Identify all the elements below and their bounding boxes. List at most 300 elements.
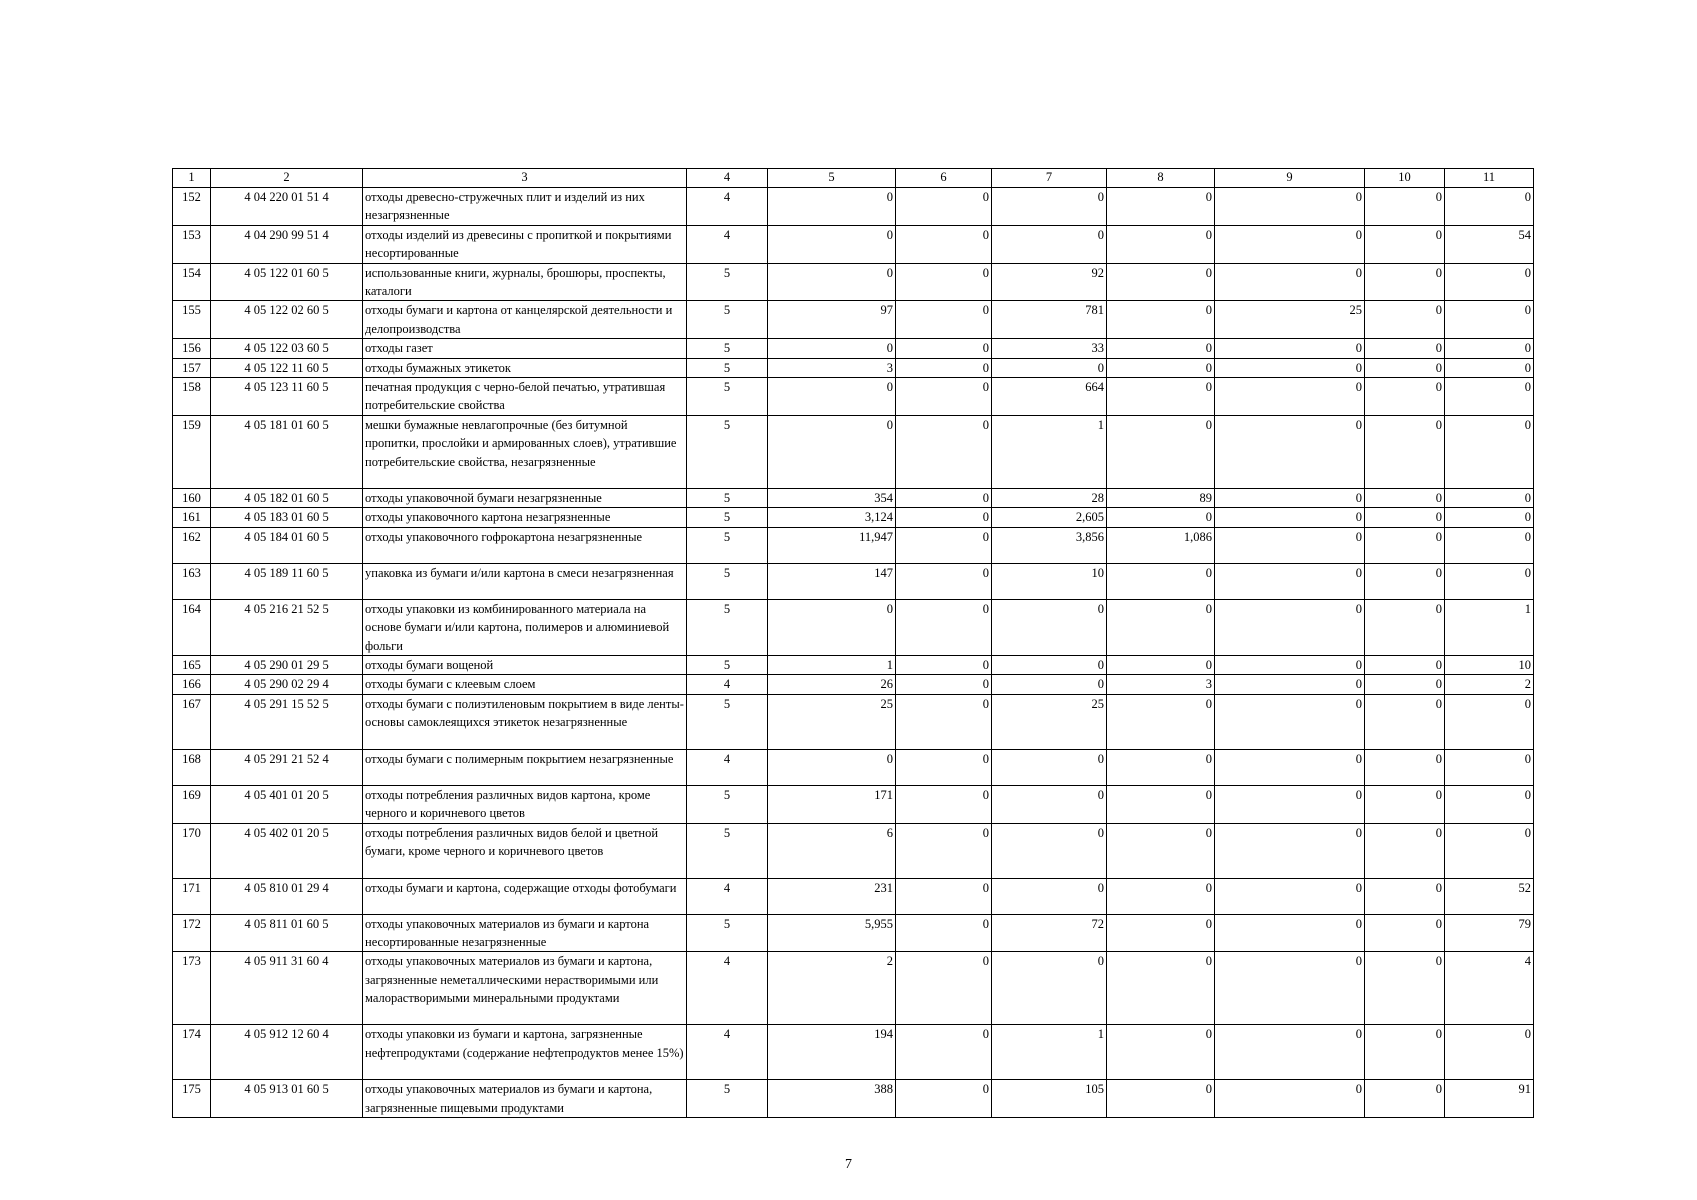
value-col-10-cell: 0 xyxy=(1365,358,1445,377)
waste-code-cell: 4 04 290 99 51 4 xyxy=(211,225,363,263)
value-col-6-cell: 0 xyxy=(896,914,992,952)
value-col-10-cell: 0 xyxy=(1365,508,1445,527)
table-row xyxy=(173,263,1534,301)
waste-code-cell: 4 05 189 11 60 5 xyxy=(211,563,363,599)
waste-name-cell: отходы упаковки из бумаги и картона, загрязненные нефтепродуктами (содержание нефтепродуктов менее 15%) xyxy=(363,1025,687,1080)
value-col-10-cell: 0 xyxy=(1365,263,1445,301)
waste-name-cell: отходы бумаги с полиэтиленовым покрытием в виде ленты-основы самоклеящихся этикеток незагрязненные xyxy=(363,694,687,749)
value-col-10-cell: 0 xyxy=(1365,952,1445,1025)
hazard-class-cell: 4 xyxy=(687,188,768,226)
value-col-8-cell: 0 xyxy=(1107,655,1215,674)
value-col-7-cell: 10 xyxy=(992,563,1107,599)
value-col-9-cell: 0 xyxy=(1215,358,1365,377)
waste-name-cell: отходы упаковочных материалов из бумаги и картона, загрязненные пищевыми продуктами xyxy=(363,1080,687,1118)
value-col-5-cell: 5,955 xyxy=(768,914,896,952)
hazard-class-cell: 5 xyxy=(687,823,768,878)
value-col-7-cell: 664 xyxy=(992,378,1107,416)
value-col-5-cell: 0 xyxy=(768,378,896,416)
value-col-7-cell: 72 xyxy=(992,914,1107,952)
hazard-class-cell: 5 xyxy=(687,1080,768,1118)
value-col-8-cell: 0 xyxy=(1107,823,1215,878)
waste-code-cell: 4 05 811 01 60 5 xyxy=(211,914,363,952)
table-row xyxy=(173,599,1534,655)
column-header-3: 3 xyxy=(363,169,687,188)
value-col-6-cell: 0 xyxy=(896,488,992,507)
column-header-10: 10 xyxy=(1365,169,1445,188)
column-header-11: 11 xyxy=(1445,169,1534,188)
value-col-7-cell: 92 xyxy=(992,263,1107,301)
value-col-7-cell: 0 xyxy=(992,785,1107,823)
value-col-8-cell: 0 xyxy=(1107,415,1215,488)
value-col-11-cell: 0 xyxy=(1445,488,1534,507)
row-number-cell: 166 xyxy=(173,675,211,694)
value-col-9-cell: 0 xyxy=(1215,488,1365,507)
row-number-cell: 155 xyxy=(173,301,211,339)
waste-code-cell: 4 05 184 01 60 5 xyxy=(211,527,363,563)
hazard-class-cell: 5 xyxy=(687,358,768,377)
value-col-10-cell: 0 xyxy=(1365,339,1445,358)
column-header-8: 8 xyxy=(1107,169,1215,188)
value-col-8-cell: 0 xyxy=(1107,188,1215,226)
value-col-5-cell: 147 xyxy=(768,563,896,599)
waste-code-cell: 4 05 911 31 60 4 xyxy=(211,952,363,1025)
waste-name-cell: отходы газет xyxy=(363,339,687,358)
value-col-11-cell: 0 xyxy=(1445,527,1534,563)
value-col-6-cell: 0 xyxy=(896,952,992,1025)
value-col-5-cell: 231 xyxy=(768,878,896,914)
waste-name-cell: отходы бумаги вощеной xyxy=(363,655,687,674)
value-col-5-cell: 0 xyxy=(768,225,896,263)
value-col-9-cell: 0 xyxy=(1215,749,1365,785)
value-col-7-cell: 105 xyxy=(992,1080,1107,1118)
waste-name-cell: отходы упаковочного гофрокартона незагрязненные xyxy=(363,527,687,563)
value-col-9-cell: 0 xyxy=(1215,1025,1365,1080)
column-header-6: 6 xyxy=(896,169,992,188)
value-col-8-cell: 0 xyxy=(1107,508,1215,527)
value-col-7-cell: 33 xyxy=(992,339,1107,358)
value-col-11-cell: 0 xyxy=(1445,785,1534,823)
hazard-class-cell: 5 xyxy=(687,508,768,527)
hazard-class-cell: 5 xyxy=(687,339,768,358)
waste-name-cell: использованные книги, журналы, брошюры, проспекты, каталоги xyxy=(363,263,687,301)
row-number-cell: 153 xyxy=(173,225,211,263)
value-col-9-cell: 0 xyxy=(1215,675,1365,694)
row-number-cell: 168 xyxy=(173,749,211,785)
value-col-6-cell: 0 xyxy=(896,563,992,599)
column-header-1: 1 xyxy=(173,169,211,188)
waste-code-cell: 4 05 810 01 29 4 xyxy=(211,878,363,914)
waste-name-cell: отходы бумажных этикеток xyxy=(363,358,687,377)
waste-code-cell: 4 05 183 01 60 5 xyxy=(211,508,363,527)
value-col-8-cell: 0 xyxy=(1107,563,1215,599)
value-col-6-cell: 0 xyxy=(896,785,992,823)
waste-data-table xyxy=(172,168,1534,1118)
hazard-class-cell: 5 xyxy=(687,263,768,301)
row-number-cell: 169 xyxy=(173,785,211,823)
value-col-9-cell: 0 xyxy=(1215,339,1365,358)
value-col-10-cell: 0 xyxy=(1365,914,1445,952)
table-header-row xyxy=(173,169,1534,188)
value-col-7-cell: 0 xyxy=(992,952,1107,1025)
value-col-11-cell: 4 xyxy=(1445,952,1534,1025)
value-col-9-cell: 0 xyxy=(1215,599,1365,655)
value-col-7-cell: 0 xyxy=(992,823,1107,878)
value-col-9-cell: 0 xyxy=(1215,878,1365,914)
value-col-7-cell: 25 xyxy=(992,694,1107,749)
table-row xyxy=(173,563,1534,599)
value-col-9-cell: 0 xyxy=(1215,952,1365,1025)
row-number-cell: 159 xyxy=(173,415,211,488)
row-number-cell: 156 xyxy=(173,339,211,358)
value-col-8-cell: 0 xyxy=(1107,914,1215,952)
value-col-9-cell: 0 xyxy=(1215,914,1365,952)
value-col-10-cell: 0 xyxy=(1365,225,1445,263)
row-number-cell: 170 xyxy=(173,823,211,878)
table-row xyxy=(173,749,1534,785)
column-header-9: 9 xyxy=(1215,169,1365,188)
value-col-11-cell: 0 xyxy=(1445,263,1534,301)
value-col-8-cell: 0 xyxy=(1107,301,1215,339)
value-col-9-cell: 0 xyxy=(1215,563,1365,599)
value-col-7-cell: 0 xyxy=(992,675,1107,694)
value-col-11-cell: 10 xyxy=(1445,655,1534,674)
value-col-10-cell: 0 xyxy=(1365,823,1445,878)
hazard-class-cell: 4 xyxy=(687,1025,768,1080)
row-number-cell: 160 xyxy=(173,488,211,507)
table-row xyxy=(173,188,1534,226)
value-col-10-cell: 0 xyxy=(1365,563,1445,599)
value-col-9-cell: 0 xyxy=(1215,415,1365,488)
table-row xyxy=(173,655,1534,674)
value-col-6-cell: 0 xyxy=(896,694,992,749)
value-col-11-cell: 0 xyxy=(1445,563,1534,599)
value-col-8-cell: 0 xyxy=(1107,358,1215,377)
waste-code-cell: 4 05 216 21 52 5 xyxy=(211,599,363,655)
hazard-class-cell: 5 xyxy=(687,563,768,599)
waste-code-cell: 4 05 122 01 60 5 xyxy=(211,263,363,301)
hazard-class-cell: 5 xyxy=(687,488,768,507)
value-col-7-cell: 0 xyxy=(992,749,1107,785)
row-number-cell: 161 xyxy=(173,508,211,527)
value-col-9-cell: 0 xyxy=(1215,527,1365,563)
value-col-10-cell: 0 xyxy=(1365,675,1445,694)
waste-name-cell: отходы бумаги с полимерным покрытием незагрязненные xyxy=(363,749,687,785)
value-col-10-cell: 0 xyxy=(1365,488,1445,507)
value-col-6-cell: 0 xyxy=(896,1080,992,1118)
value-col-7-cell: 3,856 xyxy=(992,527,1107,563)
row-number-cell: 167 xyxy=(173,694,211,749)
hazard-class-cell: 5 xyxy=(687,415,768,488)
value-col-5-cell: 388 xyxy=(768,1080,896,1118)
value-col-6-cell: 0 xyxy=(896,339,992,358)
table-row xyxy=(173,785,1534,823)
value-col-8-cell: 0 xyxy=(1107,785,1215,823)
value-col-7-cell: 0 xyxy=(992,599,1107,655)
value-col-10-cell: 0 xyxy=(1365,1025,1445,1080)
waste-name-cell: отходы упаковочных материалов из бумаги и картона, загрязненные неметаллическими нерастворимыми или малорастворимыми минеральными продуктами xyxy=(363,952,687,1025)
value-col-6-cell: 0 xyxy=(896,599,992,655)
waste-code-cell: 4 05 290 02 29 4 xyxy=(211,675,363,694)
value-col-5-cell: 0 xyxy=(768,415,896,488)
value-col-5-cell: 25 xyxy=(768,694,896,749)
value-col-10-cell: 0 xyxy=(1365,415,1445,488)
row-number-cell: 157 xyxy=(173,358,211,377)
waste-name-cell: отходы потребления различных видов картона, кроме черного и коричневого цветов xyxy=(363,785,687,823)
hazard-class-cell: 4 xyxy=(687,952,768,1025)
value-col-6-cell: 0 xyxy=(896,188,992,226)
waste-code-cell: 4 05 181 01 60 5 xyxy=(211,415,363,488)
value-col-11-cell: 0 xyxy=(1445,415,1534,488)
value-col-10-cell: 0 xyxy=(1365,785,1445,823)
value-col-6-cell: 0 xyxy=(896,878,992,914)
value-col-6-cell: 0 xyxy=(896,675,992,694)
column-header-2: 2 xyxy=(211,169,363,188)
waste-code-cell: 4 05 123 11 60 5 xyxy=(211,378,363,416)
column-header-4: 4 xyxy=(687,169,768,188)
value-col-5-cell: 2 xyxy=(768,952,896,1025)
value-col-7-cell: 0 xyxy=(992,358,1107,377)
value-col-9-cell: 0 xyxy=(1215,785,1365,823)
value-col-11-cell: 0 xyxy=(1445,301,1534,339)
row-number-cell: 163 xyxy=(173,563,211,599)
waste-code-cell: 4 05 291 21 52 4 xyxy=(211,749,363,785)
value-col-11-cell: 0 xyxy=(1445,508,1534,527)
value-col-8-cell: 0 xyxy=(1107,225,1215,263)
hazard-class-cell: 5 xyxy=(687,527,768,563)
value-col-8-cell: 0 xyxy=(1107,952,1215,1025)
value-col-5-cell: 3 xyxy=(768,358,896,377)
hazard-class-cell: 5 xyxy=(687,301,768,339)
row-number-cell: 171 xyxy=(173,878,211,914)
value-col-6-cell: 0 xyxy=(896,378,992,416)
value-col-10-cell: 0 xyxy=(1365,1080,1445,1118)
value-col-9-cell: 0 xyxy=(1215,225,1365,263)
row-number-cell: 173 xyxy=(173,952,211,1025)
value-col-5-cell: 0 xyxy=(768,599,896,655)
value-col-11-cell: 0 xyxy=(1445,1025,1534,1080)
value-col-5-cell: 354 xyxy=(768,488,896,507)
value-col-11-cell: 79 xyxy=(1445,914,1534,952)
value-col-6-cell: 0 xyxy=(896,823,992,878)
value-col-5-cell: 0 xyxy=(768,339,896,358)
value-col-11-cell: 0 xyxy=(1445,339,1534,358)
table-row xyxy=(173,358,1534,377)
hazard-class-cell: 5 xyxy=(687,599,768,655)
value-col-10-cell: 0 xyxy=(1365,749,1445,785)
table-row xyxy=(173,225,1534,263)
value-col-8-cell: 0 xyxy=(1107,878,1215,914)
value-col-9-cell: 0 xyxy=(1215,1080,1365,1118)
value-col-6-cell: 0 xyxy=(896,508,992,527)
waste-name-cell: отходы упаковочных материалов из бумаги и картона несортированные незагрязненные xyxy=(363,914,687,952)
value-col-6-cell: 0 xyxy=(896,415,992,488)
value-col-5-cell: 194 xyxy=(768,1025,896,1080)
value-col-9-cell: 0 xyxy=(1215,263,1365,301)
hazard-class-cell: 5 xyxy=(687,914,768,952)
column-header-7: 7 xyxy=(992,169,1107,188)
hazard-class-cell: 4 xyxy=(687,749,768,785)
value-col-5-cell: 0 xyxy=(768,263,896,301)
value-col-10-cell: 0 xyxy=(1365,188,1445,226)
value-col-9-cell: 0 xyxy=(1215,378,1365,416)
table-row xyxy=(173,301,1534,339)
table-row xyxy=(173,378,1534,416)
value-col-6-cell: 0 xyxy=(896,358,992,377)
row-number-cell: 175 xyxy=(173,1080,211,1118)
value-col-7-cell: 0 xyxy=(992,655,1107,674)
waste-code-cell: 4 05 912 12 60 4 xyxy=(211,1025,363,1080)
value-col-5-cell: 1 xyxy=(768,655,896,674)
value-col-10-cell: 0 xyxy=(1365,655,1445,674)
value-col-8-cell: 0 xyxy=(1107,378,1215,416)
value-col-9-cell: 0 xyxy=(1215,508,1365,527)
hazard-class-cell: 5 xyxy=(687,378,768,416)
value-col-6-cell: 0 xyxy=(896,655,992,674)
waste-name-cell: отходы изделий из древесины с пропиткой и покрытиями несортированные xyxy=(363,225,687,263)
value-col-11-cell: 2 xyxy=(1445,675,1534,694)
value-col-5-cell: 97 xyxy=(768,301,896,339)
value-col-9-cell: 0 xyxy=(1215,823,1365,878)
table-row xyxy=(173,878,1534,914)
value-col-11-cell: 1 xyxy=(1445,599,1534,655)
value-col-10-cell: 0 xyxy=(1365,301,1445,339)
value-col-6-cell: 0 xyxy=(896,1025,992,1080)
value-col-11-cell: 0 xyxy=(1445,378,1534,416)
value-col-11-cell: 0 xyxy=(1445,749,1534,785)
waste-code-cell: 4 05 402 01 20 5 xyxy=(211,823,363,878)
value-col-7-cell: 0 xyxy=(992,225,1107,263)
waste-name-cell: отходы древесно-стружечных плит и изделий из них незагрязненные xyxy=(363,188,687,226)
value-col-8-cell: 0 xyxy=(1107,599,1215,655)
waste-code-cell: 4 05 913 01 60 5 xyxy=(211,1080,363,1118)
table-row xyxy=(173,415,1534,488)
value-col-5-cell: 0 xyxy=(768,749,896,785)
waste-code-cell: 4 05 122 02 60 5 xyxy=(211,301,363,339)
row-number-cell: 164 xyxy=(173,599,211,655)
hazard-class-cell: 5 xyxy=(687,785,768,823)
value-col-11-cell: 54 xyxy=(1445,225,1534,263)
value-col-9-cell: 25 xyxy=(1215,301,1365,339)
waste-name-cell: отходы потребления различных видов белой и цветной бумаги, кроме черного и коричневого цветов xyxy=(363,823,687,878)
value-col-6-cell: 0 xyxy=(896,749,992,785)
waste-name-cell: отходы бумаги с клеевым слоем xyxy=(363,675,687,694)
value-col-9-cell: 0 xyxy=(1215,694,1365,749)
value-col-7-cell: 1 xyxy=(992,1025,1107,1080)
table-row xyxy=(173,952,1534,1025)
waste-name-cell: печатная продукция с черно-белой печатью, утратившая потребительские свойства xyxy=(363,378,687,416)
table-row xyxy=(173,508,1534,527)
value-col-10-cell: 0 xyxy=(1365,878,1445,914)
waste-code-cell: 4 05 401 01 20 5 xyxy=(211,785,363,823)
value-col-8-cell: 0 xyxy=(1107,749,1215,785)
row-number-cell: 154 xyxy=(173,263,211,301)
value-col-5-cell: 0 xyxy=(768,188,896,226)
value-col-8-cell: 0 xyxy=(1107,263,1215,301)
value-col-5-cell: 26 xyxy=(768,675,896,694)
waste-code-cell: 4 05 290 01 29 5 xyxy=(211,655,363,674)
waste-code-cell: 4 04 220 01 51 4 xyxy=(211,188,363,226)
value-col-7-cell: 1 xyxy=(992,415,1107,488)
value-col-11-cell: 52 xyxy=(1445,878,1534,914)
waste-name-cell: отходы упаковочного картона незагрязненные xyxy=(363,508,687,527)
value-col-11-cell: 0 xyxy=(1445,188,1534,226)
value-col-11-cell: 0 xyxy=(1445,694,1534,749)
table-row xyxy=(173,527,1534,563)
row-number-cell: 172 xyxy=(173,914,211,952)
value-col-8-cell: 0 xyxy=(1107,1080,1215,1118)
hazard-class-cell: 4 xyxy=(687,675,768,694)
row-number-cell: 162 xyxy=(173,527,211,563)
value-col-7-cell: 28 xyxy=(992,488,1107,507)
waste-code-cell: 4 05 291 15 52 5 xyxy=(211,694,363,749)
value-col-11-cell: 91 xyxy=(1445,1080,1534,1118)
waste-name-cell: отходы бумаги и картона от канцелярской деятельности и делопроизводства xyxy=(363,301,687,339)
value-col-11-cell: 0 xyxy=(1445,358,1534,377)
value-col-9-cell: 0 xyxy=(1215,188,1365,226)
column-header-5: 5 xyxy=(768,169,896,188)
table-row xyxy=(173,339,1534,358)
value-col-7-cell: 0 xyxy=(992,878,1107,914)
table-row xyxy=(173,1080,1534,1118)
waste-code-cell: 4 05 122 03 60 5 xyxy=(211,339,363,358)
value-col-8-cell: 1,086 xyxy=(1107,527,1215,563)
waste-name-cell: отходы упаковки из комбинированного материала на основе бумаги и/или картона, полимеров и алюминиевой фольги xyxy=(363,599,687,655)
value-col-7-cell: 0 xyxy=(992,188,1107,226)
value-col-6-cell: 0 xyxy=(896,263,992,301)
waste-code-cell: 4 05 182 01 60 5 xyxy=(211,488,363,507)
value-col-7-cell: 2,605 xyxy=(992,508,1107,527)
value-col-5-cell: 11,947 xyxy=(768,527,896,563)
value-col-10-cell: 0 xyxy=(1365,694,1445,749)
value-col-10-cell: 0 xyxy=(1365,378,1445,416)
value-col-11-cell: 0 xyxy=(1445,823,1534,878)
value-col-8-cell: 0 xyxy=(1107,1025,1215,1080)
value-col-6-cell: 0 xyxy=(896,301,992,339)
table-row xyxy=(173,675,1534,694)
value-col-10-cell: 0 xyxy=(1365,599,1445,655)
value-col-10-cell: 0 xyxy=(1365,527,1445,563)
hazard-class-cell: 4 xyxy=(687,878,768,914)
value-col-8-cell: 0 xyxy=(1107,339,1215,358)
row-number-cell: 158 xyxy=(173,378,211,416)
hazard-class-cell: 5 xyxy=(687,694,768,749)
page-number: 7 xyxy=(845,1157,852,1172)
table-row xyxy=(173,914,1534,952)
table-row xyxy=(173,1025,1534,1080)
value-col-8-cell: 89 xyxy=(1107,488,1215,507)
value-col-7-cell: 781 xyxy=(992,301,1107,339)
table-row xyxy=(173,488,1534,507)
hazard-class-cell: 4 xyxy=(687,225,768,263)
table-row xyxy=(173,694,1534,749)
waste-code-cell: 4 05 122 11 60 5 xyxy=(211,358,363,377)
value-col-6-cell: 0 xyxy=(896,225,992,263)
hazard-class-cell: 5 xyxy=(687,655,768,674)
value-col-8-cell: 0 xyxy=(1107,694,1215,749)
waste-name-cell: мешки бумажные невлагопрочные (без битумной пропитки, прослойки и армированных слоев), утратившие потребительские свойства, незагрязненные xyxy=(363,415,687,488)
value-col-5-cell: 171 xyxy=(768,785,896,823)
value-col-6-cell: 0 xyxy=(896,527,992,563)
row-number-cell: 165 xyxy=(173,655,211,674)
row-number-cell: 152 xyxy=(173,188,211,226)
waste-name-cell: упаковка из бумаги и/или картона в смеси незагрязненная xyxy=(363,563,687,599)
table-row xyxy=(173,823,1534,878)
waste-name-cell: отходы бумаги и картона, содержащие отходы фотобумаги xyxy=(363,878,687,914)
value-col-5-cell: 6 xyxy=(768,823,896,878)
value-col-9-cell: 0 xyxy=(1215,655,1365,674)
value-col-8-cell: 3 xyxy=(1107,675,1215,694)
waste-name-cell: отходы упаковочной бумаги незагрязненные xyxy=(363,488,687,507)
